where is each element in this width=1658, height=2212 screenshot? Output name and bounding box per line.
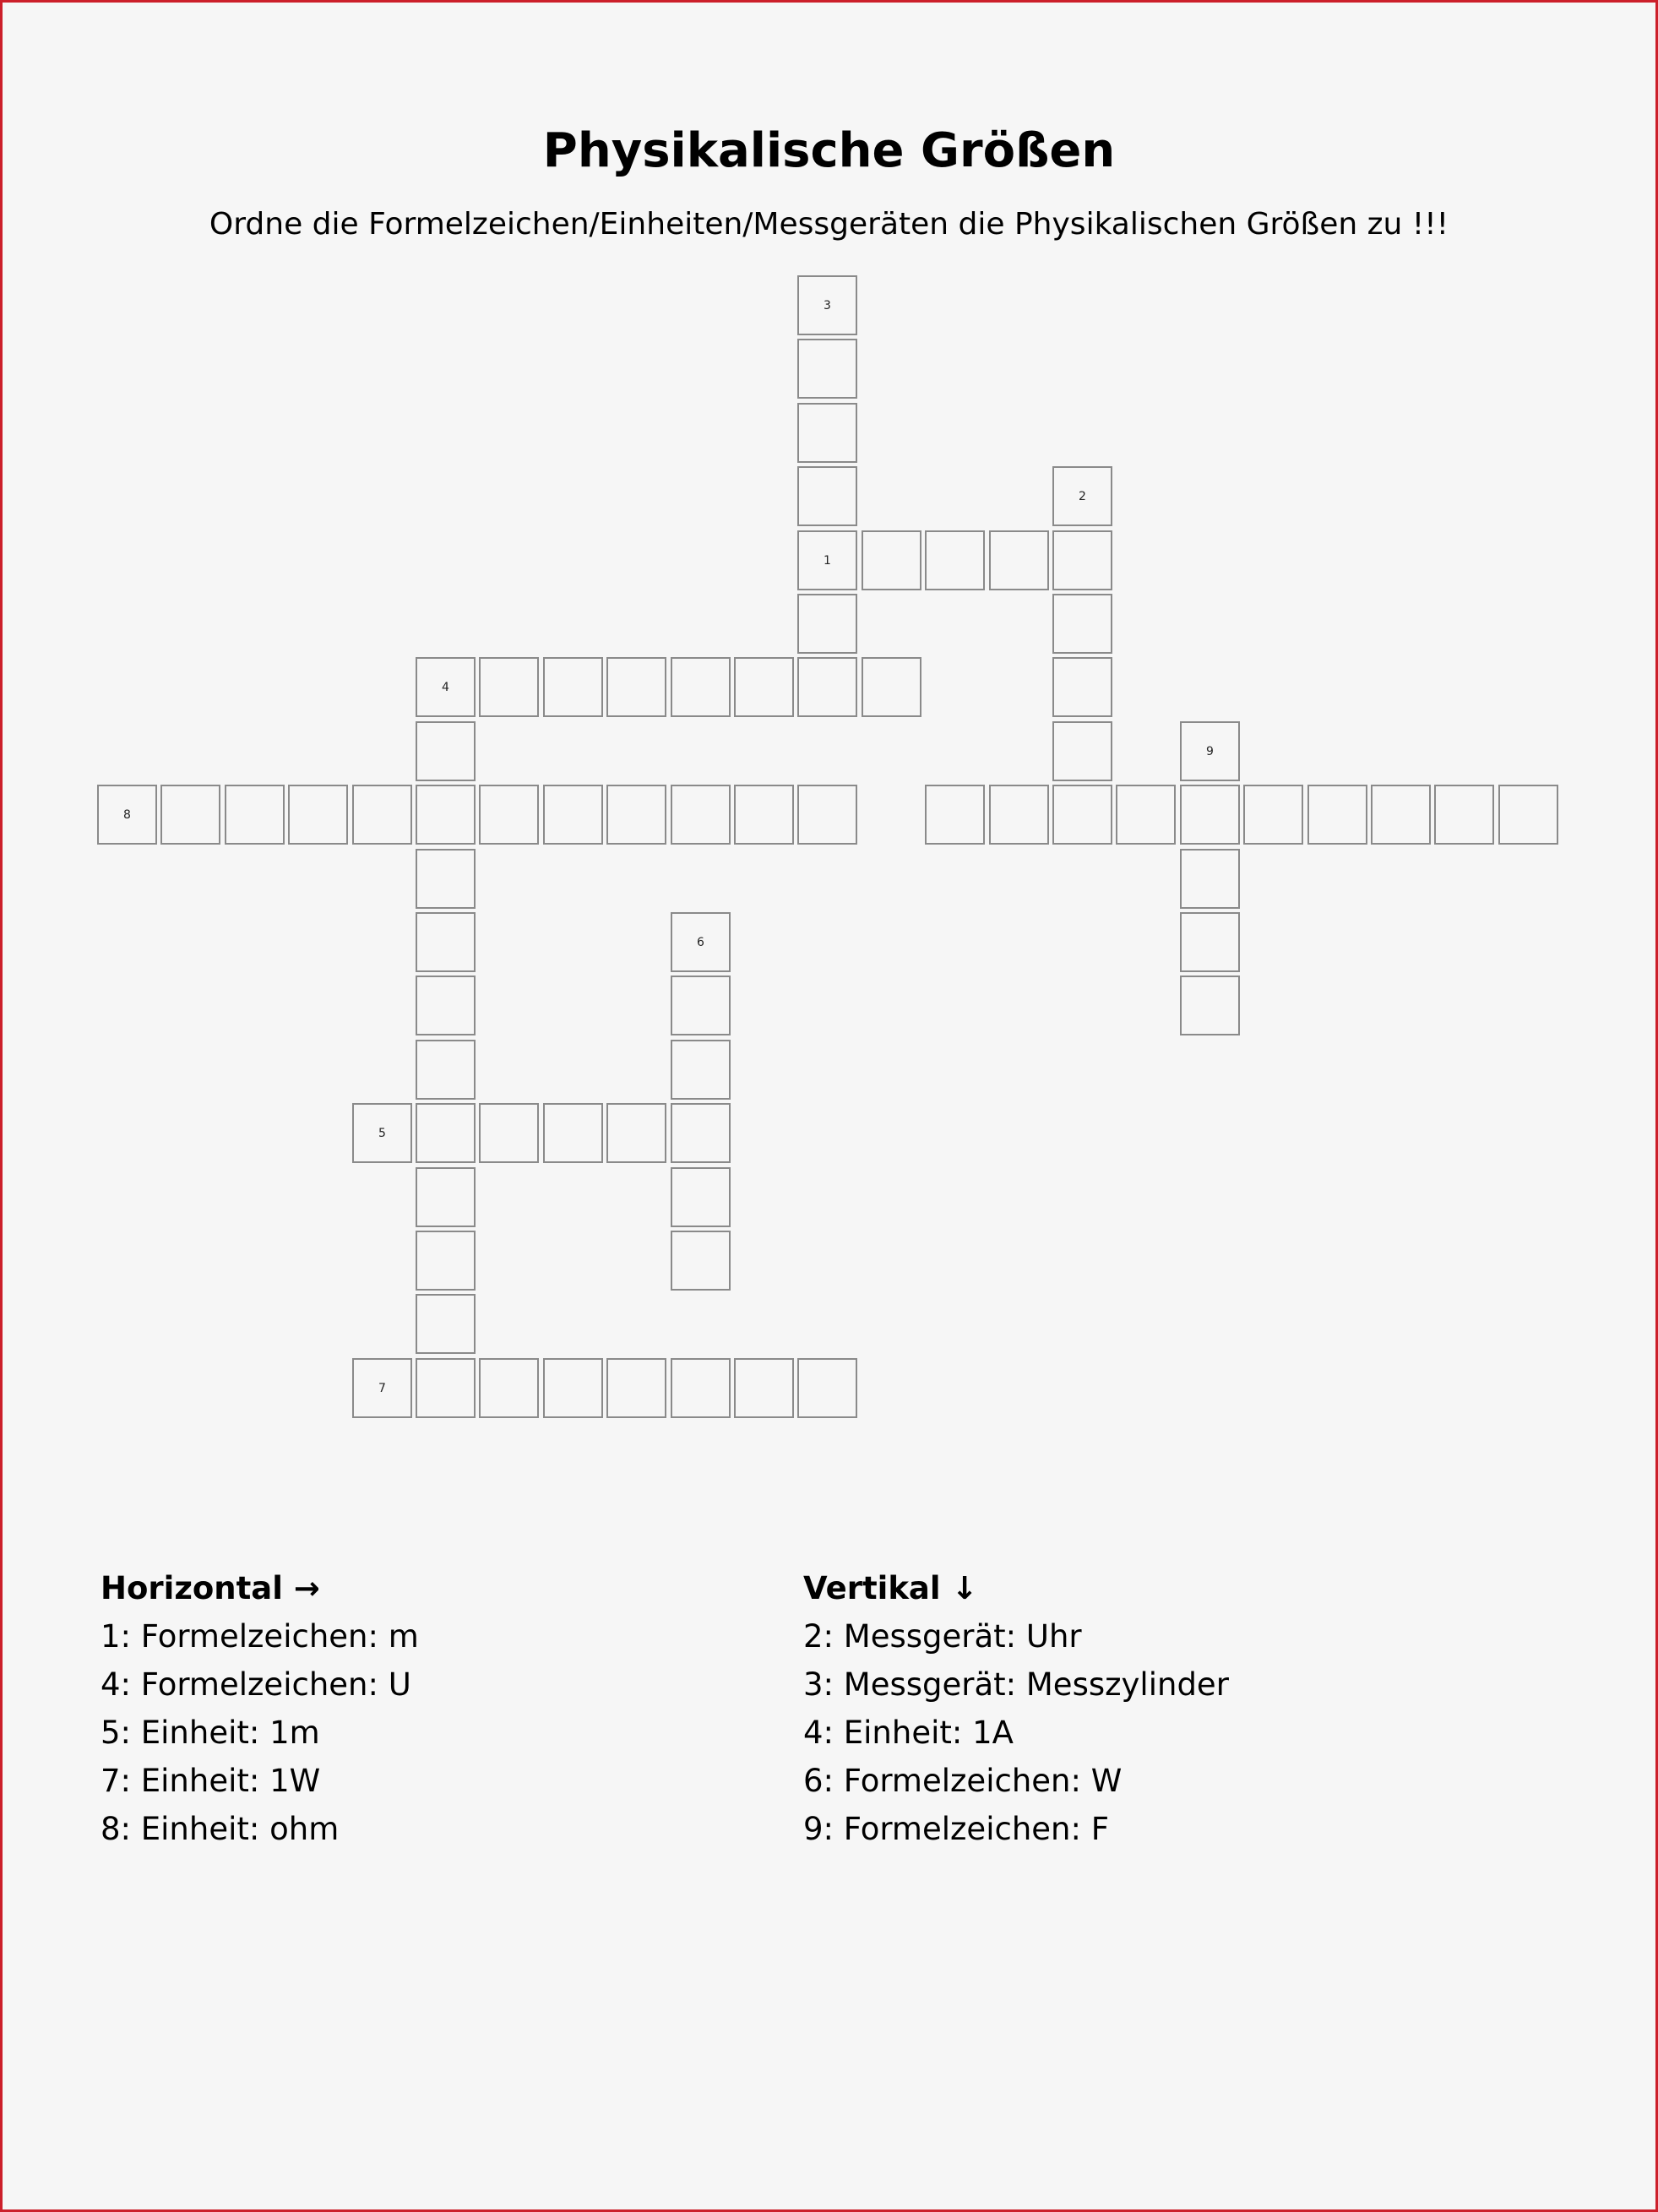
crossword-cell[interactable]: [797, 339, 857, 399]
crossword-cell[interactable]: [479, 785, 539, 845]
crossword-cell[interactable]: [1052, 594, 1112, 654]
crossword-cell[interactable]: [1371, 785, 1431, 845]
crossword-cell-1[interactable]: [797, 530, 857, 590]
crossword-cell[interactable]: [479, 657, 539, 717]
crossword-cell[interactable]: [543, 785, 603, 845]
crossword-cell[interactable]: [606, 785, 666, 845]
crossword-cell[interactable]: [416, 1167, 476, 1227]
clue-v-6: 6: Formelzeichen: W: [803, 1763, 1123, 1799]
crossword-cell[interactable]: [606, 657, 666, 717]
clue-v-4: 4: Einheit: 1A: [803, 1715, 1014, 1751]
clues-horizontal: [101, 1564, 759, 1853]
crossword-cell[interactable]: [671, 1231, 731, 1291]
crossword-cell[interactable]: [416, 721, 476, 781]
crossword-cell[interactable]: [416, 785, 476, 845]
clue-number: 5: [378, 1126, 386, 1140]
crossword-cell[interactable]: [989, 530, 1049, 590]
crossword-cell[interactable]: [671, 1358, 731, 1418]
crossword-cell-5[interactable]: [352, 1103, 412, 1163]
crossword-cell[interactable]: [416, 1103, 476, 1163]
crossword-cell[interactable]: [1052, 657, 1112, 717]
clues-vertical: [803, 1564, 1462, 1853]
crossword-cell[interactable]: [543, 657, 603, 717]
crossword-cell[interactable]: [797, 1358, 857, 1418]
crossword-cell-2[interactable]: [1052, 466, 1112, 526]
crossword-cell[interactable]: [479, 1103, 539, 1163]
clue-number: 1: [824, 553, 831, 568]
crossword-cell[interactable]: [1116, 785, 1176, 845]
clue-v-2: 2: Messgerät: Uhr: [803, 1618, 1082, 1655]
crossword-cell[interactable]: [797, 403, 857, 463]
clue-number: 2: [1079, 489, 1086, 503]
clue-h-8: 8: Einheit: ohm: [101, 1811, 340, 1847]
clue-number: 9: [1206, 744, 1214, 758]
crossword-cell[interactable]: [925, 785, 985, 845]
crossword-cell[interactable]: [797, 657, 857, 717]
clue-h-7: 7: Einheit: 1W: [101, 1763, 321, 1799]
clue-h-5: 5: Einheit: 1m: [101, 1715, 320, 1751]
crossword-cell[interactable]: [1180, 785, 1240, 845]
clues-vertical-heading: Vertikal ↓: [803, 1570, 978, 1606]
crossword-cell[interactable]: [416, 976, 476, 1035]
crossword-cell[interactable]: [543, 1358, 603, 1418]
clue-number: 6: [697, 935, 704, 949]
page-title: Physikalische Größen: [542, 123, 1116, 178]
crossword-cell[interactable]: [225, 785, 285, 845]
clue-number: 4: [442, 680, 449, 694]
crossword-cell[interactable]: [1307, 785, 1367, 845]
crossword-cell[interactable]: [671, 1103, 731, 1163]
crossword-cell[interactable]: [797, 466, 857, 526]
crossword-cell[interactable]: [734, 785, 794, 845]
crossword-cell-8[interactable]: [97, 785, 157, 845]
crossword-cell[interactable]: [862, 657, 921, 717]
crossword-cell[interactable]: [797, 785, 857, 845]
clue-v-9: 9: Formelzeichen: F: [803, 1811, 1109, 1847]
crossword-cell[interactable]: [288, 785, 348, 845]
crossword-cell[interactable]: [1052, 530, 1112, 590]
crossword-cell[interactable]: [606, 1103, 666, 1163]
crossword-cell[interactable]: [734, 1358, 794, 1418]
crossword-cell[interactable]: [862, 530, 921, 590]
crossword-cell[interactable]: [1243, 785, 1303, 845]
crossword-cell[interactable]: [671, 976, 731, 1035]
crossword-cell[interactable]: [734, 657, 794, 717]
crossword-cell[interactable]: [1180, 849, 1240, 909]
clue-h-1: 1: Formelzeichen: m: [101, 1618, 419, 1655]
crossword-cell[interactable]: [416, 912, 476, 972]
clue-h-4: 4: Formelzeichen: U: [101, 1666, 411, 1703]
crossword-cell[interactable]: [479, 1358, 539, 1418]
crossword-cell[interactable]: [671, 1040, 731, 1100]
crossword-cell[interactable]: [1052, 785, 1112, 845]
crossword-cell[interactable]: [606, 1358, 666, 1418]
crossword-cell[interactable]: [671, 1167, 731, 1227]
crossword-cell-7[interactable]: [352, 1358, 412, 1418]
crossword-cell[interactable]: [989, 785, 1049, 845]
crossword-cell[interactable]: [543, 1103, 603, 1163]
crossword-cell[interactable]: [1180, 976, 1240, 1035]
crossword-cell-3[interactable]: [797, 275, 857, 335]
crossword-cell[interactable]: [160, 785, 220, 845]
crossword-cell[interactable]: [671, 657, 731, 717]
clue-number: 7: [378, 1381, 386, 1395]
crossword-cell[interactable]: [671, 785, 731, 845]
crossword-cell[interactable]: [1498, 785, 1558, 845]
crossword-cell-6[interactable]: [671, 912, 731, 972]
crossword-cell-9[interactable]: [1180, 721, 1240, 781]
crossword-cell[interactable]: [797, 594, 857, 654]
instructions: Ordne die Formelzeichen/Einheiten/Messgeräten die Physikalischen Größen zu !!!: [209, 207, 1449, 242]
clue-v-3: 3: Messgerät: Messzylinder: [803, 1666, 1229, 1703]
clues-horizontal-heading: Horizontal →: [101, 1570, 320, 1606]
clue-number: 3: [824, 298, 831, 313]
crossword-cell[interactable]: [1052, 721, 1112, 781]
crossword-cell[interactable]: [416, 1358, 476, 1418]
crossword-cell[interactable]: [416, 1231, 476, 1291]
crossword-cell[interactable]: [416, 849, 476, 909]
crossword-cell[interactable]: [352, 785, 412, 845]
crossword-cell[interactable]: [1434, 785, 1494, 845]
crossword-cell[interactable]: [416, 1040, 476, 1100]
crossword-cell-4[interactable]: [416, 657, 476, 717]
crossword-cell[interactable]: [416, 1294, 476, 1354]
clue-number: 8: [123, 807, 131, 822]
crossword-cell[interactable]: [925, 530, 985, 590]
crossword-cell[interactable]: [1180, 912, 1240, 972]
